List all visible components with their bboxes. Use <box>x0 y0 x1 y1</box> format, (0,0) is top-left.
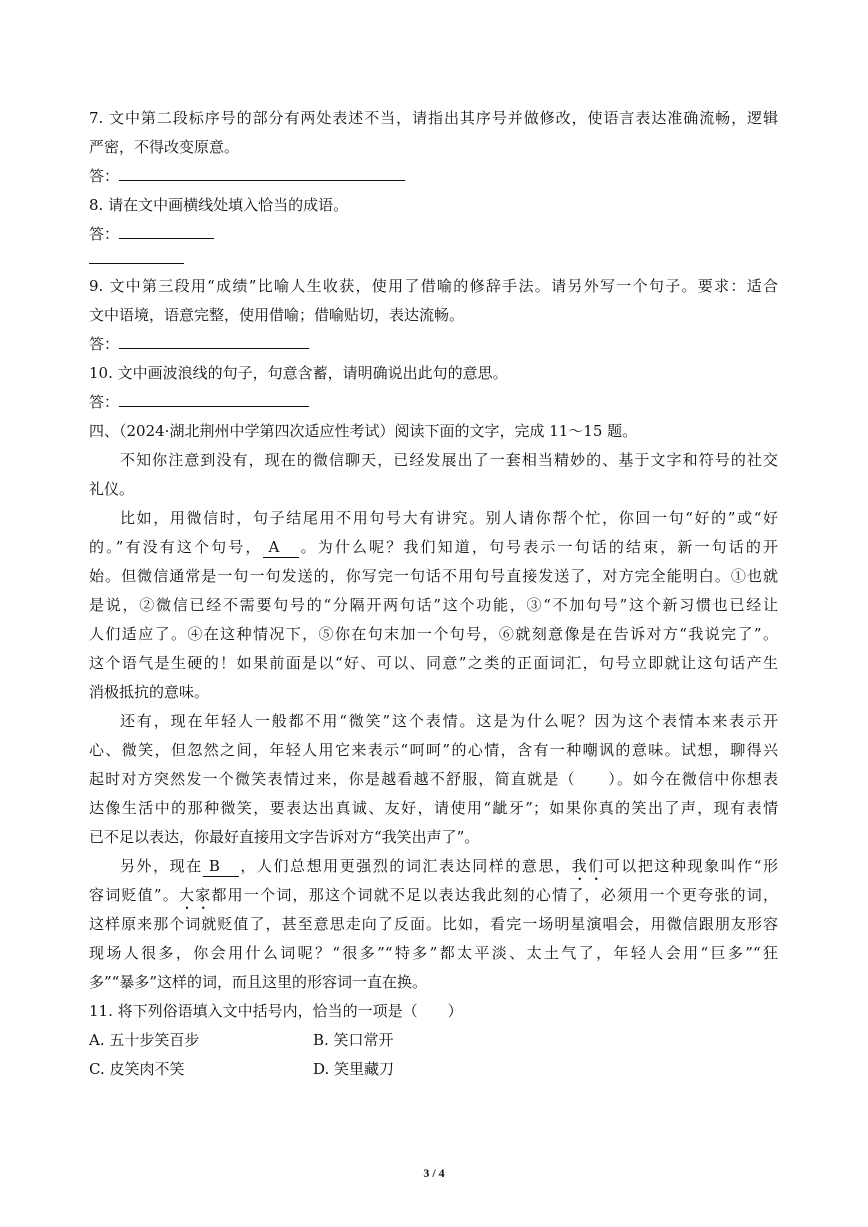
q7-answer-row <box>89 166 778 186</box>
passage-p2-line5: 人们适应了。④在这种情况下，⑤你在句末加一个句号，⑥就刻意像是在告诉对方“我说完了”。 <box>89 625 778 643</box>
passage-p1-line2: 礼仪。 <box>89 480 135 498</box>
answer-label: 答： <box>89 393 120 411</box>
q10-stem: 10. 文中画波浪线的句子，句意含蓄，请明确说出此句的意思。 <box>89 364 508 382</box>
q9-stem-line2: 文中语境，语意完整，使用借喻；借喻贴切，表达流畅。 <box>89 306 465 324</box>
q11-stem: 11. 将下列俗语填入文中括号内，恰当的一项是（ ） <box>89 1002 463 1020</box>
passage-p4-line4: 现场人很多，你会用什么词呢？“很多”“特多”都太平淡、太土气了，年轻人会用“巨多”“狂 <box>89 944 778 962</box>
passage-p2-line6: 这个语气是生硬的！如果前面是以“好、可以、同意”之类的正面词汇，句号立即就让这句话产生 <box>89 654 778 672</box>
passage-p3-line5: 已不足以表达，你最好直接用文字告诉对方“我笑出声了”。 <box>89 828 480 846</box>
passage-text: 都用一个词，那这个词就不足以表达我此刻的心情了，必须用一个更夸张的词， <box>211 886 778 904</box>
blank-a: A <box>263 537 299 558</box>
passage-p3-line3: 起时对方突然发一个微笑表情过来，你是越看越不舒服，简直就是（ ）。如今在微信中你想表 <box>89 770 778 788</box>
passage-text: 另外，现在 <box>120 857 203 875</box>
q7-stem-line1: 7. 文中第二段标序号的部分有两处表述不当，请指出其序号并做修改，使语言表达准确流畅，逻辑 <box>89 109 778 127</box>
q10-answer-row <box>89 392 778 412</box>
page-number: 3 / 4 <box>423 1166 445 1180</box>
passage-p2-line1: 比如，用微信时，句子结尾用不用句号大有讲究。别人请你帮个忙，你回一句“好的”或“好 <box>120 509 778 527</box>
q8-answer-row <box>89 224 778 244</box>
answer-label: 答： <box>89 225 120 243</box>
passage-p3-line4: 达像生活中的那种微笑，要表达出真诚、友好，请使用“龇牙”；如果你真的笑出了声，现有表情 <box>89 799 778 817</box>
passage-p2-line7: 消极抵抗的意味。 <box>89 683 210 701</box>
q11-option-d[interactable]: D. 笑里藏刀 <box>313 1060 395 1078</box>
passage-p4-line2 <box>89 885 778 913</box>
q8-answer-blank[interactable] <box>119 226 214 239</box>
q9-stem-line1: 9. 文中第三段用“成绩”比喻人生收获，使用了借喻的修辞手法。请另外写一个句子。要求：适合 <box>89 277 778 295</box>
passage-p4-line5: 多”“暴多”这样的词，而且这里的形容词一直在换。 <box>89 973 428 991</box>
passage-p2-line3: 始。但微信通常是一句一句发送的，你写完一句话不用句号直接发送了，对方完全能明白。①也就 <box>89 567 778 585</box>
passage-p3-line2: 心、微笑，但忽然之间，年轻人用它来表示“呵呵”的心情，含有一种嘲讽的意味。试想，聊得兴 <box>89 741 778 759</box>
q8-answer-blank-second-line[interactable] <box>89 263 184 264</box>
passage-p4-line1 <box>120 856 778 884</box>
q8-stem: 8. 请在文中画横线处填入恰当的成语。 <box>89 196 349 214</box>
q11-option-a[interactable]: A. 五十步笑百步 <box>89 1031 200 1049</box>
blank-b: B <box>203 856 239 877</box>
passage-p2-line4: 是说，②微信已经不需要句号的“分隔开两句话”这个功能，③“不加句号”这个新习惯也已经让 <box>89 596 778 614</box>
q9-answer-blank[interactable] <box>119 336 309 349</box>
dotted-word: 我们 <box>571 857 605 875</box>
answer-label: 答： <box>89 167 120 185</box>
q7-stem-line2: 严密，不得改变原意。 <box>89 138 240 156</box>
passage-p1-line1: 不知你注意到没有，现在的微信聊天，已经发展出了一套相当精妙的、基于文字和符号的社交 <box>120 451 778 469</box>
q10-answer-blank[interactable] <box>119 394 309 407</box>
passage-p4-line3: 这样原来那个词就贬值了，甚至意思走向了反面。比如，看完一场明星演唱会，用微信跟朋友形容 <box>89 915 778 933</box>
passage-text: 的。”有没有这个句号， <box>89 538 263 556</box>
dotted-word: 大家 <box>179 886 212 904</box>
passage-p3-line1: 还有，现在年轻人一般都不用“微笑”这个表情。这是为什么呢？因为这个表情本来表示开 <box>120 712 778 730</box>
q11-option-b[interactable]: B. 笑口常开 <box>313 1031 394 1049</box>
q7-answer-blank[interactable] <box>119 168 405 181</box>
passage-text: 可以把这种现象叫作“形 <box>604 857 778 875</box>
q9-answer-row <box>89 334 778 354</box>
passage-text: 容词贬值”。 <box>89 886 179 904</box>
section4-heading: 四、（2024·湖北荆州中学第四次适应性考试）阅读下面的文字，完成 11～15 题。 <box>89 422 638 440</box>
q11-option-c[interactable]: C. 皮笑肉不笑 <box>89 1060 185 1078</box>
answer-label: 答： <box>89 335 120 353</box>
passage-p2-line2 <box>89 537 778 558</box>
passage-text: 。为什么呢？我们知道，句号表示一句话的结束，新一句话的开 <box>298 538 778 556</box>
passage-text: ，人们总想用更强烈的词汇表达同样的意思， <box>238 857 572 875</box>
